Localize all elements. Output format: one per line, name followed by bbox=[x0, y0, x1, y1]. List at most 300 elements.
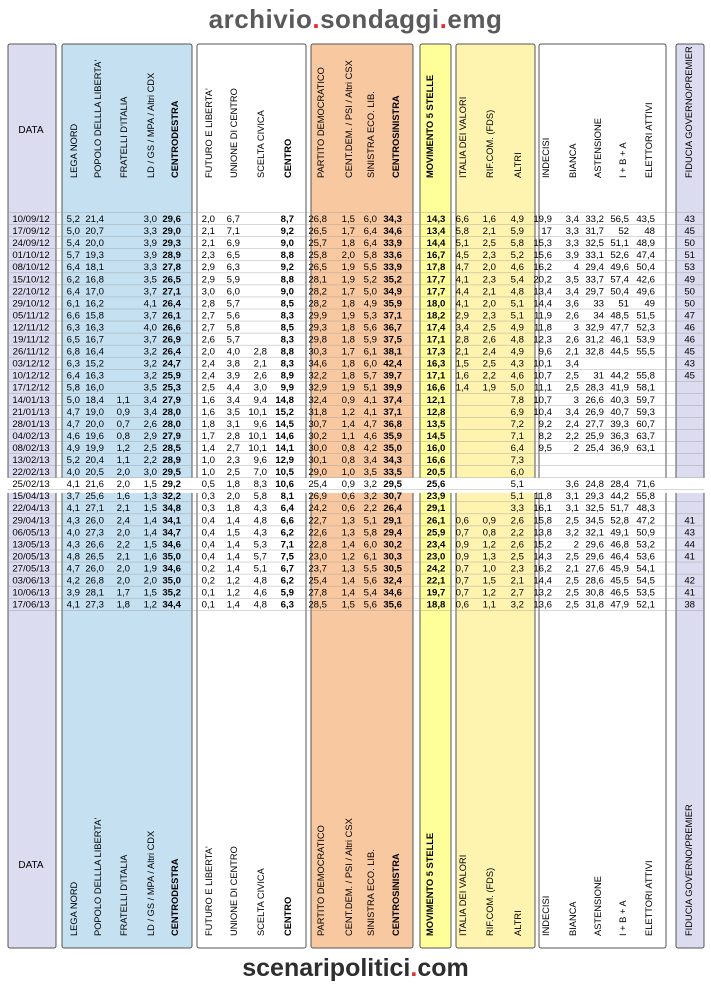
cell-rif-com-fds: 1,1 bbox=[482, 599, 496, 611]
cell-centro: 8,5 bbox=[280, 322, 294, 334]
cell-astensione: 27,7 bbox=[585, 418, 604, 430]
cell-elettori-attivi: 50,4 bbox=[636, 262, 655, 274]
cell-centrosinistra: 34,3 bbox=[383, 214, 402, 225]
cell-unione-di-centro: 3,5 bbox=[226, 406, 240, 418]
cell-indecisi: 14,3 bbox=[533, 551, 552, 563]
cell-ld-gs-mpa-altri-cdx: 3,7 bbox=[143, 334, 157, 346]
column-header-top-astensione: ASTENSIONE bbox=[593, 118, 603, 178]
cell-elettori-attivi: 55,8 bbox=[636, 370, 655, 382]
cell-centro: 8,9 bbox=[280, 370, 294, 382]
cell-movimento-5-stelle: 17,7 bbox=[426, 274, 446, 286]
cell-astensione: 32,8 bbox=[585, 346, 604, 358]
row-date-cell: 17/06/13 bbox=[12, 599, 50, 611]
cell-astensione: 31,2 bbox=[585, 334, 604, 346]
cell-cent-dem-psi-altri-csx: 1,7 bbox=[341, 286, 355, 298]
cell-i-b-a: 45,9 bbox=[610, 563, 629, 575]
cell-scelta-civica: 4,6 bbox=[253, 587, 267, 599]
row-date-cell: 10/09/12 bbox=[12, 214, 50, 225]
cell-elettori-attivi: 51,5 bbox=[636, 310, 655, 322]
cell-movimento-5-stelle: 17,1 bbox=[426, 334, 446, 346]
bottom-banner-dot: . bbox=[410, 954, 418, 982]
cell-unione-di-centro: 4,4 bbox=[226, 382, 240, 394]
cell-elettori-attivi: 59,3 bbox=[636, 406, 655, 418]
cell-scelta-civica: 9,6 bbox=[253, 418, 267, 430]
cell-popolo-dellla-liberta: 16,2 bbox=[85, 298, 104, 310]
cell-lega-nord: 6,4 bbox=[66, 286, 80, 298]
cell-cent-dem-psi-altri-csx: 1,4 bbox=[341, 418, 355, 430]
cell-astensione: 26,9 bbox=[585, 406, 604, 418]
cell-fiducia-governo-premier: 41 bbox=[684, 587, 695, 599]
cell-centrodestra: 26,6 bbox=[162, 322, 181, 334]
cell-centrosinistra: 39,9 bbox=[383, 382, 402, 394]
cell-popolo-dellla-liberta: 16,3 bbox=[85, 370, 104, 382]
cell-italia-dei-valori: 0,7 bbox=[455, 527, 469, 539]
cell-movimento-5-stelle: 17,4 bbox=[426, 322, 446, 334]
cell-popolo-dellla-liberta: 20,5 bbox=[85, 467, 104, 479]
cell-indecisi: 10,1 bbox=[533, 358, 552, 370]
cell-astensione: 31,7 bbox=[585, 226, 604, 238]
cell-indecisi: 11,9 bbox=[534, 310, 552, 322]
cell-centrosinistra: 33,5 bbox=[383, 467, 402, 479]
cell-fratelli-d-italia: 2,0 bbox=[116, 575, 130, 587]
cell-rif-com-fds: 2,3 bbox=[482, 250, 496, 262]
cell-elettori-attivi: 53,9 bbox=[636, 334, 655, 346]
cell-popolo-dellla-liberta: 26,6 bbox=[85, 539, 104, 551]
cell-centro: 14,1 bbox=[275, 442, 294, 454]
cell-futuro-e-liberta: 2,1 bbox=[201, 238, 215, 250]
cell-movimento-5-stelle: 16,3 bbox=[426, 358, 446, 370]
cell-ld-gs-mpa-altri-cdx: 4,1 bbox=[143, 298, 157, 310]
cell-fiducia-governo-premier: 50 bbox=[684, 286, 695, 298]
cell-lega-nord: 5,2 bbox=[66, 214, 80, 225]
cell-lega-nord: 6,2 bbox=[66, 274, 80, 286]
cell-indecisi: 19,9 bbox=[533, 214, 552, 225]
cell-futuro-e-liberta: 0,3 bbox=[201, 491, 215, 503]
row-date-cell: 01/10/12 bbox=[12, 250, 50, 262]
cell-sinistra-eco-lib: 4,1 bbox=[363, 406, 377, 418]
column-header-top-centrodestra: CENTRODESTRA bbox=[170, 100, 180, 178]
cell-i-b-a: 39,3 bbox=[610, 418, 629, 430]
cell-unione-di-centro: 3,4 bbox=[226, 394, 240, 406]
cell-bianca: 4 bbox=[573, 262, 579, 274]
cell-italia-dei-valori: 3,4 bbox=[455, 322, 469, 334]
cell-altri: 5,1 bbox=[510, 479, 524, 491]
cell-ld-gs-mpa-altri-cdx: 1,5 bbox=[143, 539, 157, 551]
cell-cent-dem-psi-altri-csx: 1,3 bbox=[341, 515, 355, 527]
cell-i-b-a: 28,4 bbox=[610, 479, 629, 491]
row-date-cell: 28/01/13 bbox=[12, 418, 50, 430]
bottom-site-banner bbox=[0, 954, 711, 988]
cell-astensione: 29,6 bbox=[585, 551, 604, 563]
cell-altri: 7,3 bbox=[510, 455, 524, 466]
row-date-cell: 10/06/13 bbox=[12, 587, 50, 599]
cell-lega-nord: 4,7 bbox=[66, 406, 80, 418]
cell-ld-gs-mpa-altri-cdx: 1,2 bbox=[143, 599, 157, 611]
cell-cent-dem-psi-altri-csx: 1,9 bbox=[341, 262, 355, 274]
cell-rif-com-fds: 2,5 bbox=[482, 322, 496, 334]
cell-bianca: 2,5 bbox=[565, 575, 579, 587]
cell-rif-com-fds: 2,3 bbox=[482, 310, 496, 322]
cell-scelta-civica: 4,3 bbox=[253, 527, 267, 539]
cell-sinistra-eco-lib: 6,1 bbox=[363, 346, 377, 358]
cell-sinistra-eco-lib: 4,7 bbox=[363, 418, 377, 430]
cell-partito-democratico: 25,4 bbox=[308, 575, 327, 587]
cell-centro: 8,3 bbox=[280, 310, 294, 322]
cell-futuro-e-liberta: 0,4 bbox=[201, 515, 215, 527]
cell-movimento-5-stelle: 16,6 bbox=[426, 455, 446, 466]
cell-sinistra-eco-lib: 3,2 bbox=[363, 491, 377, 503]
cell-unione-di-centro: 6,5 bbox=[226, 250, 240, 262]
cell-ld-gs-mpa-altri-cdx: 3,9 bbox=[143, 250, 157, 262]
column-header-top-lega-nord: LEGA NORD bbox=[69, 123, 79, 178]
cell-centrodestra: 34,4 bbox=[162, 599, 181, 611]
row-date-cell: 19/11/12 bbox=[12, 334, 50, 346]
cell-centrosinistra: 34,6 bbox=[383, 226, 402, 238]
cell-movimento-5-stelle: 23,0 bbox=[426, 551, 446, 563]
cell-i-b-a: 48,5 bbox=[610, 310, 629, 322]
column-header-bottom-movimento-5-stelle: MOVIMENTO 5 STELLE bbox=[425, 832, 435, 936]
cell-i-b-a: 49,6 bbox=[610, 262, 629, 274]
row-date-cell: 21/01/13 bbox=[12, 406, 50, 418]
row-date-cell: 29/04/13 bbox=[12, 515, 50, 527]
cell-sinistra-eco-lib: 2,2 bbox=[363, 503, 377, 515]
cell-astensione: 31,8 bbox=[585, 599, 604, 611]
cell-centrodestra: 34,7 bbox=[162, 527, 181, 539]
cell-movimento-5-stelle: 20,5 bbox=[426, 467, 446, 479]
cell-scelta-civica: 10,1 bbox=[248, 406, 267, 418]
cell-partito-democratico: 30,1 bbox=[308, 455, 327, 466]
cell-futuro-e-liberta: 2,4 bbox=[201, 358, 215, 370]
cell-unione-di-centro: 1,4 bbox=[226, 515, 240, 527]
cell-centro: 6,2 bbox=[280, 575, 294, 587]
column-header-bottom-unione-di-centro: UNIONE DI CENTRO bbox=[229, 846, 239, 936]
cell-popolo-dellla-liberta: 27,3 bbox=[85, 599, 104, 611]
cell-sinistra-eco-lib: 3,4 bbox=[363, 455, 377, 466]
cell-elettori-attivi: 48,9 bbox=[636, 238, 655, 250]
cell-popolo-dellla-liberta: 17,0 bbox=[85, 286, 104, 298]
cell-bianca: 3,3 bbox=[565, 238, 579, 250]
cell-bianca: 2,5 bbox=[565, 515, 579, 527]
cell-astensione: 32,9 bbox=[585, 322, 604, 334]
cell-rif-com-fds: 1,5 bbox=[482, 575, 496, 587]
cell-ld-gs-mpa-altri-cdx: 4,0 bbox=[143, 322, 157, 334]
cell-popolo-dellla-liberta: 16,7 bbox=[85, 334, 104, 346]
cell-futuro-e-liberta: 2,6 bbox=[201, 334, 215, 346]
cell-cent-dem-psi-altri-csx: 1,8 bbox=[341, 334, 355, 346]
cell-scelta-civica: 4,8 bbox=[253, 515, 267, 527]
cell-indecisi: 11,8 bbox=[534, 322, 552, 334]
cell-centro: 14,6 bbox=[275, 430, 294, 442]
cell-astensione: 33,7 bbox=[585, 274, 604, 286]
cell-italia-dei-valori: 4,7 bbox=[455, 262, 469, 274]
cell-bianca: 2,2 bbox=[565, 430, 579, 442]
cell-ld-gs-mpa-altri-cdx: 2,0 bbox=[143, 575, 157, 587]
cell-partito-democratico: 27,8 bbox=[308, 587, 327, 599]
cell-partito-democratico: 28,2 bbox=[308, 298, 327, 310]
cell-altri: 5,2 bbox=[510, 250, 524, 262]
cell-centro: 5,9 bbox=[280, 587, 294, 599]
cell-unione-di-centro: 1,2 bbox=[226, 587, 240, 599]
cell-altri: 4,6 bbox=[510, 262, 524, 274]
cell-ld-gs-mpa-altri-cdx: 3,7 bbox=[143, 286, 157, 298]
cell-centro: 6,2 bbox=[280, 527, 294, 539]
cell-centro: 8,5 bbox=[280, 298, 294, 310]
row-date-cell: 17/12/12 bbox=[12, 382, 50, 394]
cell-elettori-attivi: 58,1 bbox=[636, 382, 655, 394]
cell-ld-gs-mpa-altri-cdx: 1,6 bbox=[143, 551, 157, 563]
cell-fratelli-d-italia: 1,2 bbox=[116, 442, 130, 454]
cell-sinistra-eco-lib: 5,5 bbox=[363, 563, 377, 575]
cell-futuro-e-liberta: 2,9 bbox=[201, 274, 215, 286]
cell-movimento-5-stelle: 13,5 bbox=[426, 418, 446, 430]
cell-bianca: 3 bbox=[573, 394, 579, 406]
cell-ld-gs-mpa-altri-cdx: 1,3 bbox=[143, 491, 157, 503]
cell-sinistra-eco-lib: 5,2 bbox=[363, 274, 377, 286]
cell-italia-dei-valori: 0,9 bbox=[455, 539, 469, 551]
row-date-cell: 03/06/13 bbox=[12, 575, 50, 587]
cell-unione-di-centro: 1,4 bbox=[226, 539, 240, 551]
cell-partito-democratico: 22,8 bbox=[308, 539, 327, 551]
row-date-cell: 17/09/12 bbox=[12, 226, 50, 238]
cell-futuro-e-liberta: 2,0 bbox=[201, 214, 215, 225]
cell-lega-nord: 4,0 bbox=[66, 467, 80, 479]
cell-centrodestra: 25,3 bbox=[162, 382, 181, 394]
cell-cent-dem-psi-altri-csx: 1,9 bbox=[341, 274, 355, 286]
cell-rif-com-fds: 2,2 bbox=[482, 370, 496, 382]
cell-altri: 6,0 bbox=[510, 467, 524, 479]
cell-altri: 2,7 bbox=[510, 587, 524, 599]
cell-lega-nord: 4,2 bbox=[66, 575, 80, 587]
cell-centrosinistra: 36,7 bbox=[383, 322, 402, 334]
cell-lega-nord: 6,3 bbox=[66, 322, 80, 334]
cell-indecisi: 10,7 bbox=[533, 370, 552, 382]
cell-futuro-e-liberta: 0,2 bbox=[201, 575, 215, 587]
cell-lega-nord: 5,4 bbox=[66, 238, 80, 250]
cell-unione-di-centro: 5,7 bbox=[226, 298, 240, 310]
cell-bianca: 3,2 bbox=[565, 527, 579, 539]
cell-popolo-dellla-liberta: 27,1 bbox=[85, 503, 104, 515]
cell-indecisi: 9,2 bbox=[538, 418, 552, 430]
cell-bianca: 3,4 bbox=[565, 406, 579, 418]
cell-sinistra-eco-lib: 4,2 bbox=[363, 442, 377, 454]
cell-lega-nord: 5,0 bbox=[66, 226, 80, 238]
cell-partito-democratico: 22,7 bbox=[308, 515, 327, 527]
cell-lega-nord: 4,1 bbox=[66, 503, 80, 515]
cell-sinistra-eco-lib: 3,5 bbox=[363, 467, 377, 479]
cell-partito-democratico: 26,5 bbox=[308, 262, 327, 274]
cell-lega-nord: 6,8 bbox=[66, 346, 80, 358]
cell-astensione: 24,8 bbox=[585, 479, 604, 491]
cell-lega-nord: 6,5 bbox=[66, 334, 80, 346]
column-header-bottom-fratelli-d-italia: FRATELLI D'ITALIA bbox=[119, 854, 129, 936]
cell-partito-democratico: 28,2 bbox=[308, 286, 327, 298]
cell-centrodestra: 34,6 bbox=[162, 563, 181, 575]
cell-movimento-5-stelle: 14,4 bbox=[426, 238, 446, 250]
cell-cent-dem-psi-altri-csx: 0,8 bbox=[341, 442, 355, 454]
cell-sinistra-eco-lib: 6,4 bbox=[363, 226, 377, 238]
cell-fiducia-governo-premier: 41 bbox=[684, 551, 695, 563]
cell-movimento-5-stelle: 18,2 bbox=[426, 310, 446, 322]
cell-bianca: 2,5 bbox=[565, 587, 579, 599]
cell-sinistra-eco-lib: 5,1 bbox=[363, 382, 377, 394]
cell-italia-dei-valori: 1,4 bbox=[455, 382, 469, 394]
column-header-top-italia-dei-valori: ITALIA DEI VALORI bbox=[458, 96, 468, 178]
cell-altri: 7,2 bbox=[510, 418, 524, 430]
row-date-cell: 15/04/13 bbox=[12, 491, 50, 503]
cell-fratelli-d-italia: 2,1 bbox=[116, 551, 130, 563]
cell-centrodestra: 34,6 bbox=[162, 539, 181, 551]
cell-centro: 9,0 bbox=[280, 238, 294, 250]
cell-elettori-attivi: 63,7 bbox=[636, 430, 655, 442]
cell-futuro-e-liberta: 1,6 bbox=[201, 406, 215, 418]
row-date-cell: 15/10/12 bbox=[12, 274, 50, 286]
cell-lega-nord: 6,6 bbox=[66, 310, 80, 322]
cell-ld-gs-mpa-altri-cdx: 1,4 bbox=[143, 515, 157, 527]
cell-bianca: 3,4 bbox=[565, 358, 579, 370]
cell-popolo-dellla-liberta: 19,0 bbox=[85, 406, 104, 418]
cell-centrodestra: 27,1 bbox=[162, 286, 181, 298]
cell-i-b-a: 44,2 bbox=[610, 370, 629, 382]
cell-scelta-civica: 4,8 bbox=[253, 599, 267, 611]
cell-scelta-civica: 5,1 bbox=[253, 563, 267, 575]
cell-bianca: 3,1 bbox=[565, 503, 579, 515]
cell-popolo-dellla-liberta: 26,5 bbox=[85, 551, 104, 563]
cell-rif-com-fds: 0,9 bbox=[482, 515, 496, 527]
column-header-top-scelta-civica: SCELTA CIVICA bbox=[256, 110, 266, 178]
cell-unione-di-centro: 5,8 bbox=[226, 322, 240, 334]
cell-altri: 5,1 bbox=[510, 491, 524, 503]
cell-unione-di-centro: 6,0 bbox=[226, 286, 240, 298]
cell-centrodestra: 28,0 bbox=[162, 406, 181, 418]
cell-scelta-civica: 5,3 bbox=[253, 539, 267, 551]
cell-popolo-dellla-liberta: 16,4 bbox=[85, 346, 104, 358]
cell-ld-gs-mpa-altri-cdx: 3,4 bbox=[143, 406, 157, 418]
cell-sinistra-eco-lib: 5,7 bbox=[363, 370, 377, 382]
cell-elettori-attivi: 52,1 bbox=[636, 599, 655, 611]
cell-futuro-e-liberta: 0,5 bbox=[201, 479, 215, 491]
cell-i-b-a: 47,7 bbox=[610, 322, 629, 334]
cell-centro: 8,3 bbox=[280, 334, 294, 346]
cell-ld-gs-mpa-altri-cdx: 3,2 bbox=[143, 358, 157, 370]
cell-scelta-civica: 4,8 bbox=[253, 575, 267, 587]
cell-centrosinistra: 35,2 bbox=[383, 274, 402, 286]
cell-movimento-5-stelle: 14,3 bbox=[426, 214, 446, 225]
cell-movimento-5-stelle: 22,1 bbox=[426, 575, 446, 587]
cell-italia-dei-valori: 5,8 bbox=[455, 226, 469, 238]
cell-popolo-dellla-liberta: 16,3 bbox=[85, 322, 104, 334]
cell-bianca: 3,3 bbox=[565, 226, 579, 238]
cell-altri: 5,1 bbox=[510, 310, 524, 322]
cell-indecisi: 15,3 bbox=[533, 238, 552, 250]
row-date-cell: 22/02/13 bbox=[12, 467, 50, 479]
cell-futuro-e-liberta: 1,0 bbox=[201, 455, 215, 466]
column-header-bottom-futuro-e-liberta: FUTURO E LIBERTA' bbox=[204, 846, 214, 936]
cell-sinistra-eco-lib: 5,1 bbox=[363, 515, 377, 527]
cell-cent-dem-psi-altri-csx: 1,3 bbox=[341, 527, 355, 539]
row-date-cell: 26/11/12 bbox=[12, 346, 50, 358]
cell-bianca: 2,4 bbox=[565, 418, 579, 430]
cell-italia-dei-valori: 2,8 bbox=[455, 334, 469, 346]
row-date-cell: 06/05/13 bbox=[12, 527, 50, 539]
cell-unione-di-centro: 2,5 bbox=[226, 467, 240, 479]
cell-bianca: 2,1 bbox=[565, 346, 579, 358]
cell-rif-com-fds: 0,8 bbox=[482, 527, 496, 539]
cell-bianca: 3,9 bbox=[565, 250, 579, 262]
cell-cent-dem-psi-altri-csx: 1,8 bbox=[341, 298, 355, 310]
cell-popolo-dellla-liberta: 26,0 bbox=[85, 563, 104, 575]
cell-elettori-attivi: 53,5 bbox=[636, 587, 655, 599]
cell-i-b-a: 52,6 bbox=[610, 250, 629, 262]
cell-i-b-a: 52 bbox=[618, 226, 629, 238]
cell-lega-nord: 4,0 bbox=[66, 527, 80, 539]
row-date-cell: 20/05/13 bbox=[12, 551, 50, 563]
cell-astensione: 25,4 bbox=[585, 442, 604, 454]
row-date-cell: 22/10/12 bbox=[12, 286, 50, 298]
cell-lega-nord: 3,7 bbox=[66, 491, 80, 503]
cell-fiducia-governo-premier: 51 bbox=[684, 250, 695, 262]
cell-lega-nord: 6,3 bbox=[66, 358, 80, 370]
cell-ld-gs-mpa-altri-cdx: 1,5 bbox=[143, 479, 157, 491]
cell-fiducia-governo-premier: 43 bbox=[684, 214, 695, 225]
cell-movimento-5-stelle: 19,7 bbox=[426, 587, 446, 599]
cell-partito-democratico: 30,0 bbox=[308, 442, 327, 454]
cell-cent-dem-psi-altri-csx: 1,4 bbox=[341, 587, 355, 599]
cell-futuro-e-liberta: 2,7 bbox=[201, 310, 215, 322]
cell-centrosinistra: 32,4 bbox=[383, 575, 402, 587]
cell-italia-dei-valori: 4,1 bbox=[455, 298, 469, 310]
cell-sinistra-eco-lib: 5,5 bbox=[363, 262, 377, 274]
cell-rif-com-fds: 2,0 bbox=[482, 298, 496, 310]
cell-popolo-dellla-liberta: 18,4 bbox=[85, 394, 104, 406]
cell-indecisi: 9,6 bbox=[538, 346, 552, 358]
cell-centrosinistra: 29,1 bbox=[383, 515, 402, 527]
cell-scelta-civica: 3,0 bbox=[253, 382, 267, 394]
cell-partito-democratico: 23,7 bbox=[308, 563, 327, 575]
cell-bianca: 2,1 bbox=[565, 563, 579, 575]
cell-unione-di-centro: 5,9 bbox=[226, 274, 240, 286]
column-header-bottom-i-b-a: I + B + A bbox=[618, 900, 628, 936]
cell-indecisi: 14,4 bbox=[533, 298, 552, 310]
cell-bianca: 2,5 bbox=[565, 382, 579, 394]
cell-bianca: 2 bbox=[573, 539, 579, 551]
cell-centro: 6,6 bbox=[280, 515, 294, 527]
cell-centro: 12,9 bbox=[275, 455, 294, 466]
cell-futuro-e-liberta: 0,4 bbox=[201, 527, 215, 539]
cell-popolo-dellla-liberta: 18,1 bbox=[85, 262, 104, 274]
cell-i-b-a: 46,8 bbox=[610, 539, 629, 551]
cell-movimento-5-stelle: 18,8 bbox=[426, 599, 446, 611]
cell-indecisi: 10,4 bbox=[533, 406, 552, 418]
cell-partito-democratico: 29,3 bbox=[308, 322, 327, 334]
cell-fiducia-governo-premier: 47 bbox=[684, 310, 695, 322]
cell-bianca: 3,6 bbox=[565, 479, 579, 491]
cell-i-b-a: 52,8 bbox=[610, 515, 629, 527]
column-header-bottom-centro: CENTRO bbox=[283, 896, 293, 936]
cell-centro: 7,1 bbox=[280, 539, 294, 551]
cell-centrodestra: 26,9 bbox=[162, 334, 181, 346]
cell-cent-dem-psi-altri-csx: 0,9 bbox=[341, 479, 355, 491]
cell-bianca: 3,4 bbox=[565, 214, 579, 225]
cell-indecisi: 15,8 bbox=[533, 515, 552, 527]
cell-movimento-5-stelle: 16,0 bbox=[426, 442, 446, 454]
cell-unione-di-centro: 6,3 bbox=[226, 262, 240, 274]
cell-astensione: 27,6 bbox=[585, 563, 604, 575]
cell-movimento-5-stelle: 25,6 bbox=[426, 479, 446, 491]
cell-bianca: 2,5 bbox=[565, 551, 579, 563]
cell-indecisi: 14,4 bbox=[533, 575, 552, 587]
cell-centrosinistra: 29,5 bbox=[383, 479, 402, 491]
cell-unione-di-centro: 6,7 bbox=[226, 214, 240, 225]
